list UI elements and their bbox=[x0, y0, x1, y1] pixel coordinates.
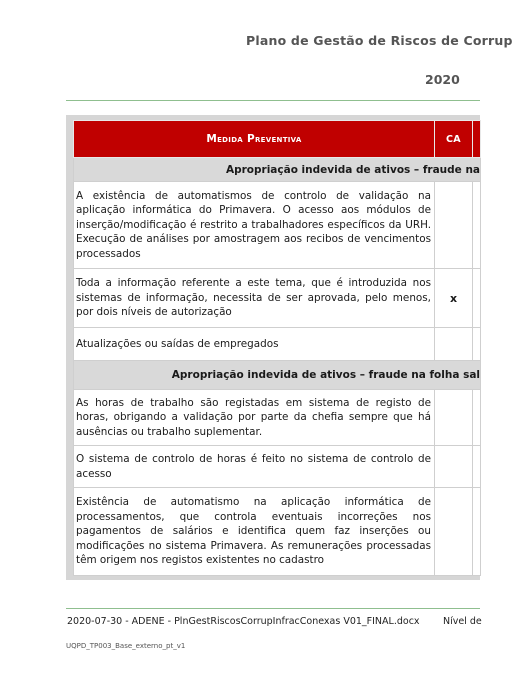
footer-divider bbox=[66, 608, 480, 609]
table-row bbox=[74, 488, 481, 576]
section-row bbox=[74, 158, 481, 182]
ca-cell bbox=[435, 488, 473, 576]
measure-cell: O sistema de controlo de horas é feito no sistema de controlo de acesso bbox=[74, 446, 435, 488]
measure-column-header: Medida Preventiva bbox=[74, 121, 435, 158]
extra-cell bbox=[473, 269, 481, 328]
ca-cell: x bbox=[435, 269, 473, 328]
footer-document-info: 2020-07-30 - ADENE - PlnGestRiscosCorrupInfracConexas V01_FINAL.docx bbox=[67, 616, 420, 627]
section-row bbox=[74, 361, 481, 390]
ca-cell bbox=[435, 328, 473, 361]
table-header-row bbox=[74, 121, 481, 158]
header-divider bbox=[66, 100, 480, 101]
footer-template-code: UQPD_TP003_Base_externo_pt_v1 bbox=[66, 642, 186, 650]
table-row bbox=[74, 328, 481, 361]
extra-cell bbox=[473, 182, 481, 269]
measure-cell: As horas de trabalho são registadas em sistema de registo de horas, obrigando a validação por parte da chefia sempre que há ausências ou trabalho suplementar. bbox=[74, 390, 435, 446]
section-title-assets-fraud: Apropriação indevida de ativos – fraude na bbox=[74, 158, 481, 182]
table-row bbox=[74, 446, 481, 488]
extra-cell bbox=[473, 446, 481, 488]
measure-cell: Existência de automatismo na aplicação informática de processamentos, que controla eventuais incorreções nos pagamentos de salários e identifica quem faz inserções ou modificações no sistema Primavera. As remunerações processadas têm origem nos registos existentes no cadastro bbox=[74, 488, 435, 576]
extra-cell bbox=[473, 328, 481, 361]
section-title-payroll-fraud: Apropriação indevida de ativos – fraude na folha sal bbox=[74, 361, 481, 390]
measure-cell: Toda a informação referente a este tema, que é introduzida nos sistemas de informação, necessita de ser aprovada, pelo menos, por dois níveis de autorização bbox=[74, 269, 435, 328]
table-row bbox=[74, 269, 481, 328]
ca-column-header: CA bbox=[435, 121, 473, 158]
document-title: Plano de Gestão de Riscos de Corrup bbox=[246, 33, 513, 48]
table-row bbox=[74, 390, 481, 446]
document-year: 2020 bbox=[425, 72, 460, 87]
ca-cell bbox=[435, 390, 473, 446]
ca-cell bbox=[435, 446, 473, 488]
footer-level: Nível de bbox=[443, 616, 482, 627]
measure-cell: A existência de automatismos de controlo de validação na aplicação informática do Primavera. O acesso aos módulos de inserção/modificação é restrito a trabalhadores específicos da URH. Execução de análises por amostragem aos recibos de vencimentos processados bbox=[74, 182, 435, 269]
table-row bbox=[74, 182, 481, 269]
next-column-header bbox=[473, 121, 481, 158]
extra-cell bbox=[473, 488, 481, 576]
extra-cell bbox=[473, 390, 481, 446]
preventive-measures-table bbox=[73, 120, 481, 576]
measure-cell: Atualizações ou saídas de empregados bbox=[74, 328, 435, 361]
ca-cell bbox=[435, 182, 473, 269]
